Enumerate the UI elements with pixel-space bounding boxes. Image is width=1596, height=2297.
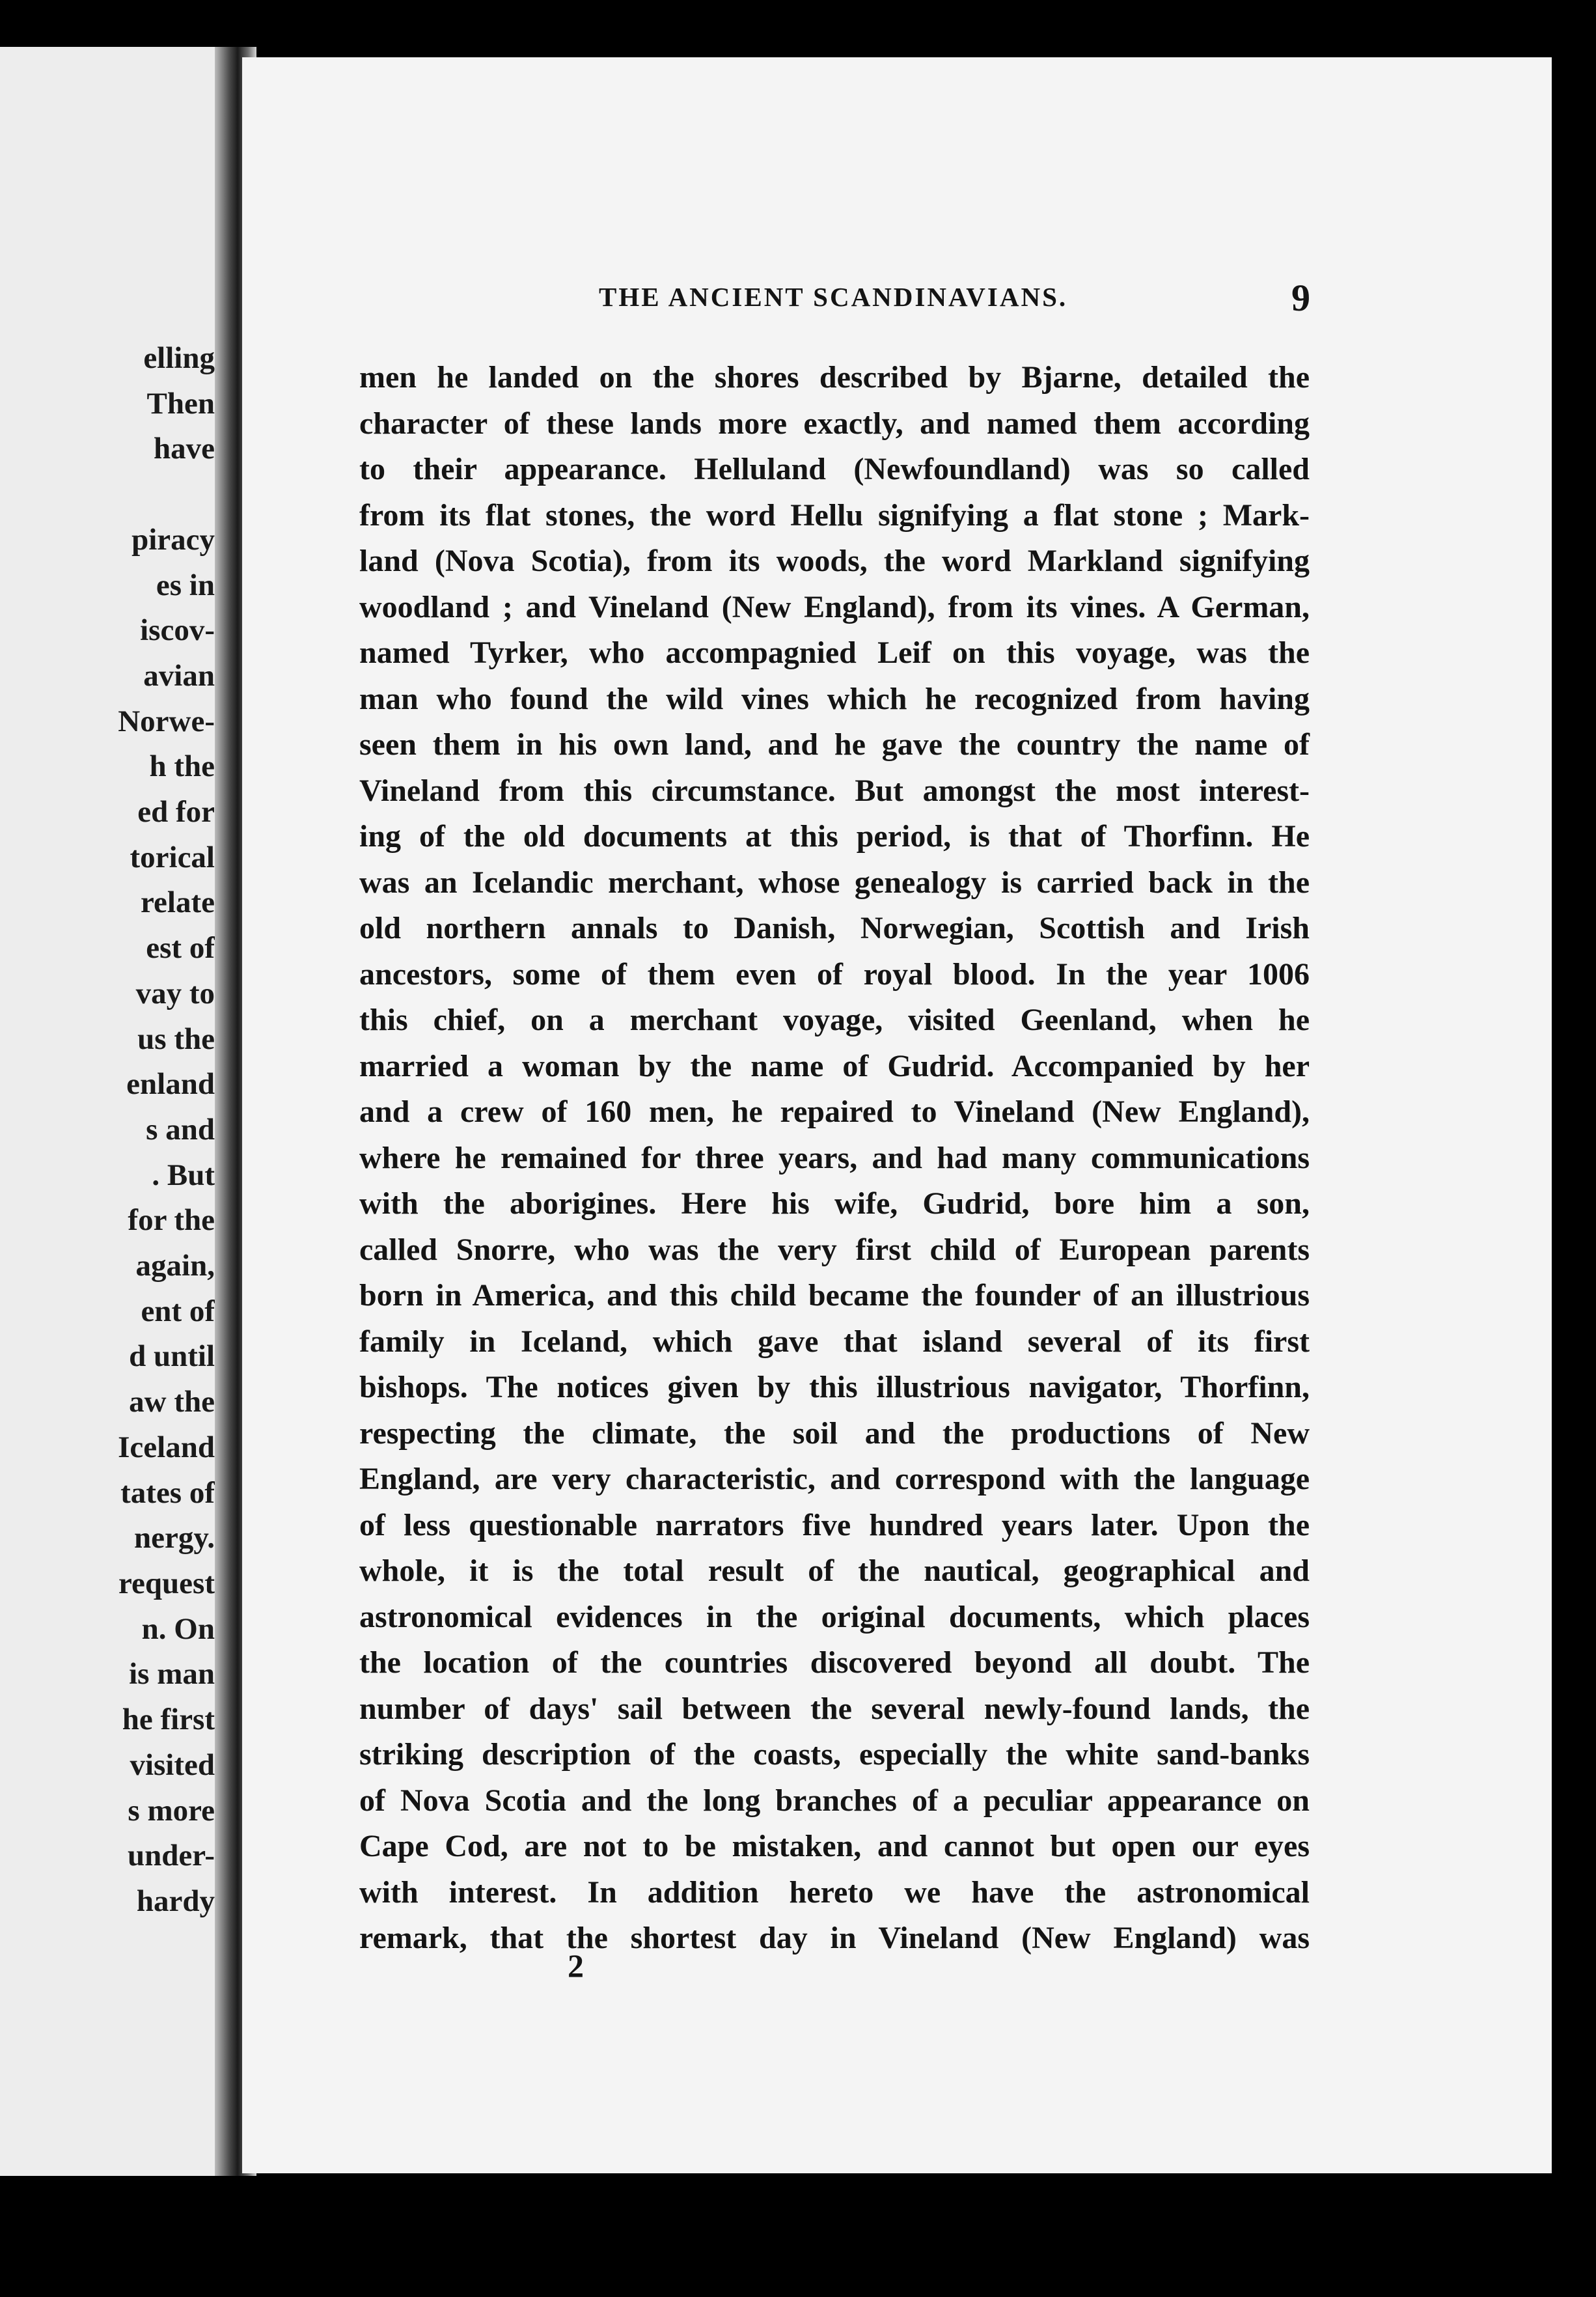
facing-text-fragment: request [118, 1566, 215, 1600]
facing-text-fragment: h the [149, 749, 215, 784]
facing-text-fragment: elling [143, 341, 215, 375]
facing-text-fragment: s and [146, 1112, 215, 1147]
text-line: married a woman by the name of Gudrid. Accompanied by her [359, 1048, 1310, 1083]
facing-text-fragment: avian [143, 658, 215, 693]
facing-text-fragment: aw the [129, 1385, 215, 1419]
facing-text-fragment: iscov- [140, 613, 215, 648]
facing-text-fragment: under- [127, 1839, 215, 1873]
facing-text-fragment: tates of [120, 1475, 215, 1510]
text-line: where he remained for three years, and had many communications [359, 1140, 1310, 1175]
text-line: family in Iceland, which gave that island several of its first [359, 1324, 1310, 1359]
facing-text-fragment: Iceland [118, 1430, 215, 1464]
facing-text-fragment: again, [135, 1249, 215, 1283]
text-line: striking description of the coasts, especially the white sand-banks [359, 1737, 1310, 1772]
body-text [359, 355, 1310, 1962]
facing-text-fragment: piracy [131, 522, 215, 557]
text-line: with the aborigines. Here his wife, Gudrid, bore him a son, [359, 1186, 1310, 1221]
running-head: THE ANCIENT SCANDINAVIANS. [599, 282, 1068, 312]
facing-text-fragment: Norwe- [118, 704, 215, 738]
text-line: born in America, and this child became the founder of an illustrious [359, 1278, 1310, 1313]
facing-text-fragment: vay to [135, 976, 215, 1010]
text-line: of Nova Scotia and the long branches of a peculiar appearance on [359, 1783, 1310, 1818]
text-line: land (Nova Scotia), from its woods, the word Markland signifying [359, 544, 1310, 578]
facing-text-fragment: d until [129, 1339, 215, 1374]
text-line: England, are very characteristic, and correspond with the language [359, 1462, 1310, 1496]
text-line: the location of the countries discovered beyond all doubt. The [359, 1645, 1310, 1680]
facing-page-fragment [0, 47, 229, 2176]
signature-mark: 2 [568, 1947, 584, 1984]
text-line: to their appearance. Helluland (Newfoundland) was so called [359, 452, 1310, 486]
text-line: named Tyrker, who accompagnied Leif on this voyage, was the [359, 635, 1310, 670]
text-line: seen them in his own land, and he gave the country the name of [359, 727, 1310, 762]
facing-text-fragment: torical [130, 840, 215, 874]
page-number: 9 [1291, 277, 1310, 319]
text-line: Cape Cod, are not to be mistaken, and cannot but open our eyes [359, 1829, 1310, 1863]
text-line: men he landed on the shores described by Bjarne, detailed the [359, 360, 1310, 395]
facing-text-fragment: n. On [141, 1611, 215, 1646]
text-line: ing of the old documents at this period, is that of Thorfinn. He [359, 819, 1310, 854]
text-line: bishops. The notices given by this illustrious navigator, Thorfinn, [359, 1370, 1310, 1404]
text-line: and a crew of 160 men, he repaired to Vineland (New England), [359, 1094, 1310, 1129]
facing-text-fragment: s more [128, 1793, 215, 1828]
facing-text-fragment: hardy [136, 1884, 215, 1918]
facing-text-fragment: enland [126, 1067, 215, 1102]
text-line: ancestors, some of them even of royal blood. In the year 1006 [359, 956, 1310, 992]
facing-text-fragment: us the [137, 1022, 215, 1056]
facing-text-fragment [0, 472, 215, 518]
facing-text-fragment: he first [122, 1703, 215, 1737]
facing-page-text [0, 336, 215, 1925]
text-line: number of days' sail between the several newly-found lands, the [359, 1691, 1310, 1726]
text-line: man who found the wild vines which he recognized from having [359, 681, 1310, 716]
text-line: character of these lands more exactly, and named them according [359, 406, 1310, 441]
facing-text-fragment: is man [129, 1657, 215, 1691]
text-line: whole, it is the total result of the nautical, geographical and [359, 1553, 1310, 1588]
text-line: remark, that the shortest day in Vineland (New England) was [359, 1921, 1310, 1955]
text-line: astronomical evidences in the original documents, which places [359, 1599, 1310, 1634]
text-line: respecting the climate, the soil and the productions of New [359, 1415, 1310, 1451]
facing-text-fragment: relate [141, 885, 215, 920]
facing-text-fragment: visited [130, 1747, 215, 1782]
facing-text-fragment: for the [128, 1203, 215, 1238]
facing-text-fragment: ed for [137, 795, 215, 829]
text-line: called Snorre, who was the very first child of European parents [359, 1232, 1310, 1267]
facing-text-fragment: . But [152, 1158, 215, 1192]
text-line: Vineland from this circumstance. But amongst the most interest- [359, 773, 1310, 808]
text-line: was an Icelandic merchant, whose genealogy is carried back in the [359, 865, 1310, 900]
text-line: of less questionable narrators five hundred years later. Upon the [359, 1507, 1310, 1542]
text-line: from its flat stones, the word Hellu signifying a flat stone ; Mark- [359, 497, 1310, 533]
text-line: with interest. In addition hereto we have the astronomical [359, 1874, 1310, 1910]
facing-text-fragment: Then [146, 386, 215, 421]
text-line: old northern annals to Danish, Norwegian, Scottish and Irish [359, 911, 1310, 945]
facing-text-fragment: ent of [141, 1294, 215, 1328]
facing-text-fragment: have [154, 432, 215, 466]
text-line: this chief, on a merchant voyage, visited Geenland, when he [359, 1003, 1310, 1037]
facing-text-fragment: est of [146, 931, 215, 966]
facing-text-fragment: nergy. [133, 1521, 215, 1555]
text-line: woodland ; and Vineland (New England), from its vines. A German, [359, 589, 1310, 624]
facing-text-fragment: es in [156, 568, 215, 602]
